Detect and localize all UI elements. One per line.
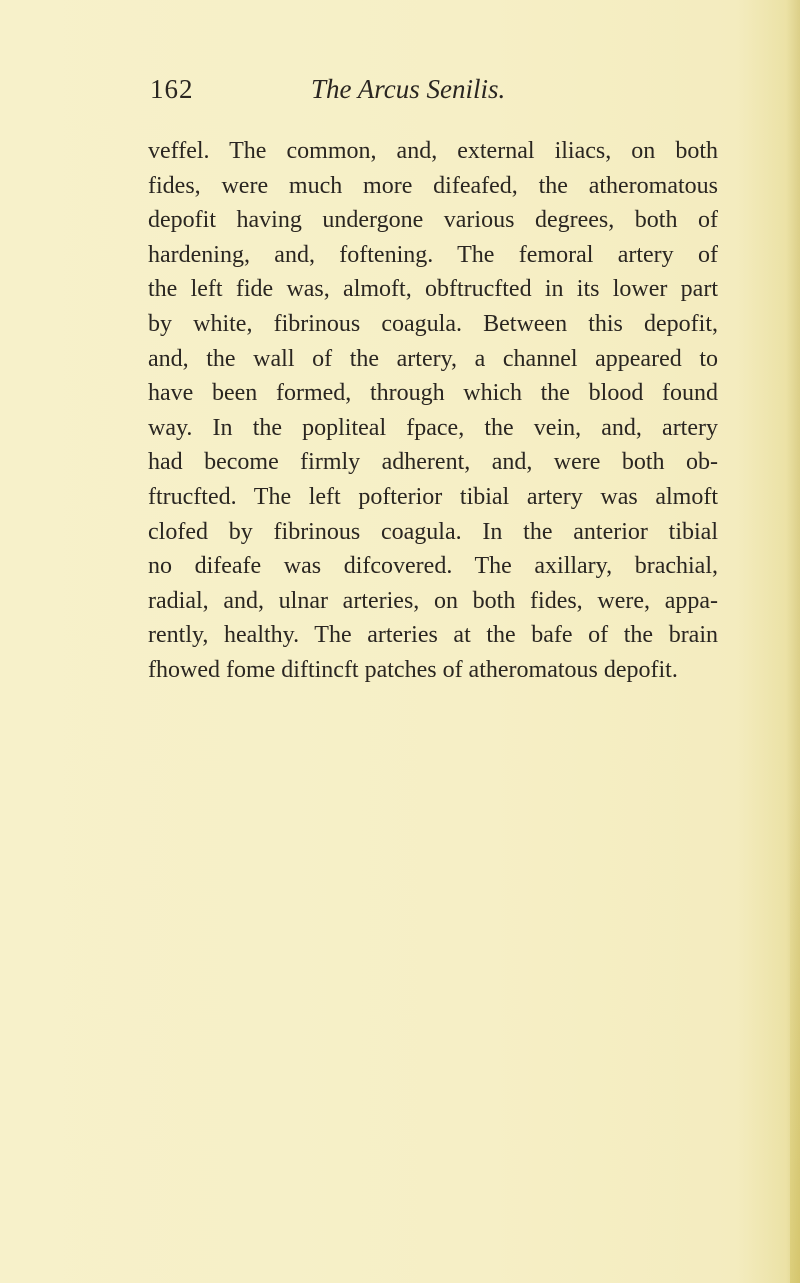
text-line: fides, were much more difeafed, the atheromatous bbox=[148, 172, 718, 199]
text-line: clofed by fibrinous coagula. In the anterior tibial bbox=[148, 518, 718, 545]
body-paragraph bbox=[148, 134, 718, 688]
text-line: hardening, and, foftening. The femoral artery of bbox=[148, 241, 718, 268]
page-number: 162 bbox=[150, 74, 194, 104]
page-header bbox=[150, 74, 710, 114]
text-line: and, the wall of the artery, a channel appeared to bbox=[148, 345, 718, 372]
page-edge-stain bbox=[790, 800, 800, 1283]
text-line: fhowed fome diftincft patches of atheromatous depofit. bbox=[148, 656, 678, 683]
running-title: The Arcus Senilis. bbox=[311, 74, 506, 104]
text-line: depofit having undergone various degrees, both of bbox=[148, 207, 718, 234]
text-line: no difeafe was difcovered. The axillary, brachial, bbox=[148, 553, 718, 580]
text-line: by white, fibrinous coagula. Between this depofit, bbox=[148, 310, 718, 337]
text-line: veffel. The common, and, external iliacs, on both bbox=[148, 138, 718, 164]
text-line: rently, healthy. The arteries at the bafe of the brain bbox=[148, 622, 718, 649]
text-line: have been formed, through which the blood found bbox=[148, 380, 718, 407]
text-line: way. In the popliteal fpace, the vein, and, artery bbox=[148, 414, 718, 441]
text-line: ftrucfted. The left pofterior tibial artery was almoft bbox=[148, 483, 718, 510]
text-line: radial, and, ulnar arteries, on both fides, were, appa- bbox=[148, 587, 718, 614]
text-line: the left fide was, almoft, obftrucfted in its lower part bbox=[148, 276, 718, 303]
text-line: had become firmly adherent, and, were both ob- bbox=[148, 449, 718, 476]
